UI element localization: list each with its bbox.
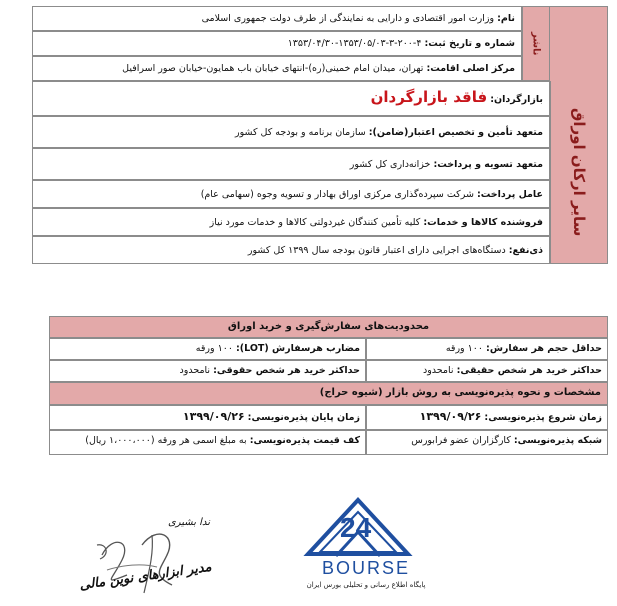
guarantor-value: سازمان برنامه و بودجه کل کشور [235,127,366,138]
marketmaker-row [32,81,550,116]
beneficiary-value: دستگاه‌های اجرایی دارای اعتبار قانون بودجه سال ۱۳۹۹ کل کشور [247,245,506,256]
floor-price-value: به مبلغ اسمی هر ورقه (۱،۰۰۰،۰۰۰ ریال) [85,435,247,446]
end-date-cell [49,405,366,430]
beneficiary-row [32,236,550,264]
start-date-value: ۱۳۹۹/۰۹/۲۶ [419,410,482,423]
address-label: مرکز اصلی اقامت: [426,63,515,74]
min-order-value: ۱۰۰ ورقه [445,343,483,354]
end-date-value: ۱۳۹۹/۰۹/۲۶ [182,410,245,423]
beneficiary-label: ذی‌نفع: [508,245,543,256]
signature-stamp [78,515,213,601]
bourse-logo-caption: پایگاه اطلاع رسانی و تحلیلی بورس ایران [306,581,426,589]
bourse-logo-number: 24 [340,512,372,543]
max-natural-label: حداکثر خرید هر شخص حقیقی: [456,365,602,376]
network-value: کارگزاران عضو فرابورس [411,435,511,446]
min-order-cell [366,338,608,360]
address-row [32,56,522,81]
registration-row [32,31,522,56]
payment-agent-value: شرکت سپرده‌گذاری مرکزی اوراق بهادار و تسویه وجوه (سهامی عام) [200,189,474,200]
address-value: تهران، میدان امام خمینی(ره)-انتهای خیابان باب همایون-خیابان صور اسرافیل [122,63,424,74]
network-cell [366,430,608,455]
network-label: شبکه پذیره‌نویسی: [513,435,602,446]
max-legal-cell [49,360,366,382]
signature-title: مدیر ابزارهای نوین مالی [78,559,213,594]
payment-agent-label: عامل پرداخت: [476,189,543,200]
issuer-side-header [522,6,550,81]
seller-label: فروشنده کالاها و خدمات: [423,217,543,228]
bourse-logo-word: BOURSE [321,558,411,578]
signature-name: ندا بشیری [167,517,210,528]
issuer-name-row [32,6,522,31]
lot-value: ۱۰۰ ورقه [195,343,233,354]
registration-label: شماره و تاریخ ثبت: [424,38,515,49]
floor-price-cell [49,430,366,455]
start-date-cell [366,405,608,430]
start-date-label: زمان شروع پذیره‌نویسی: [484,412,602,423]
settlement-row [32,148,550,180]
lot-label: مضارب هرسفارش (LOT): [235,343,360,354]
floor-price-label: کف قیمت پذیره‌نویسی: [249,435,360,446]
max-legal-label: حداکثر خرید هر شخص حقوقی: [213,365,360,376]
issuer-name-label: نام: [497,13,515,24]
participants-side-header-inner [550,81,608,264]
order-limits-header: محدودیت‌های سفارش‌گیری و خرید اوراق [49,316,608,338]
issuer-side-label: ناشر [530,31,542,56]
max-legal-value: نامحدود [179,365,211,376]
seller-value: کلیه تأمین کنندگان غیردولتی کالاها و خدمات مورد نیاز [209,217,421,228]
max-natural-value: نامحدود [422,365,454,376]
guarantor-label: متعهد تأمین و تخصیص اعتبار(ضامن): [368,127,543,138]
guarantor-row [32,116,550,148]
registration-value: ۴-۲۰۰-۳-۱۳۵۳/۰۵/۰۳-۱۳۵۳/۰۴/۳۰ [287,38,422,49]
marketmaker-value: فاقد بازارگردان [370,88,488,106]
marketmaker-label: بازارگردان: [490,94,543,105]
min-order-label: حداقل حجم هر سفارش: [486,343,602,354]
method-header: مشخصات و نحوه پذیره‌نویسی به روش بازار (شیوه حراج) [49,382,608,405]
max-natural-cell [366,360,608,382]
participants-side-label: سایر ارکان اوراق [570,107,588,237]
lot-cell [49,338,366,360]
payment-agent-row [32,180,550,208]
bourse-logo [296,492,436,600]
end-date-label: زمان پایان پذیره‌نویسی: [247,412,360,423]
settlement-label: متعهد تسویه و پرداخت: [433,159,543,170]
settlement-value: خزانه‌داری کل کشور [349,159,431,170]
issuer-name-value: وزارت امور اقتصادی و دارایی به نمایندگی از طرف دولت جمهوری اسلامی [201,13,495,24]
seller-row [32,208,550,236]
